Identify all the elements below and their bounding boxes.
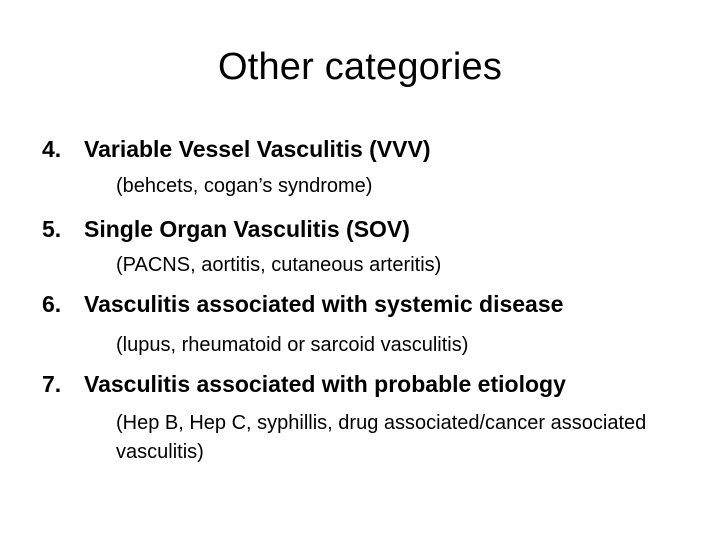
category-number: 7. (42, 371, 62, 397)
category-heading-7 (42, 368, 566, 400)
category-title: Single Organ Vasculitis (SOV) (84, 216, 410, 242)
category-detail-4: (behcets, cogan’s syndrome) (116, 175, 373, 197)
category-detail-6: (lupus, rheumatoid or sarcoid vasculitis) (116, 334, 469, 356)
category-title: Vasculitis associated with probable etiology (84, 371, 566, 397)
category-title: Vasculitis associated with systemic disease (84, 291, 564, 317)
category-number: 6. (42, 291, 62, 317)
category-detail-5: (PACNS, aortitis, cutaneous arteritis) (116, 254, 442, 276)
category-title: Variable Vessel Vasculitis (VVV) (84, 136, 431, 162)
category-heading-4 (42, 133, 430, 165)
slide-title: Other categories (217, 46, 503, 88)
category-heading-6 (42, 288, 563, 320)
category-number: 4. (42, 136, 62, 162)
category-number: 5. (42, 216, 62, 242)
category-heading-5 (42, 213, 410, 245)
category-detail-7: (Hep B, Hep C, syphillis, drug associated/cancer associated vasculitis) (116, 412, 647, 463)
